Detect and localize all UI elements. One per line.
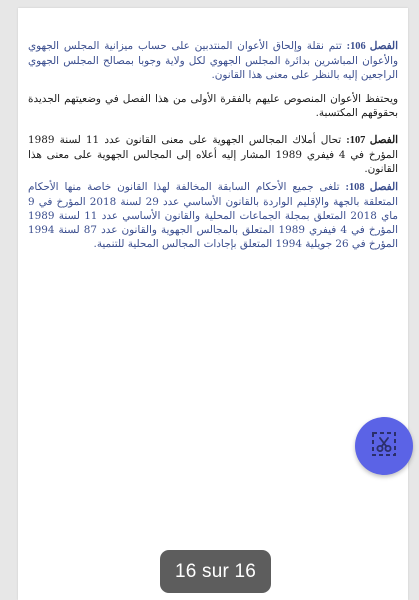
article-106-label: الفصل 106: — [346, 41, 398, 52]
article-106-paragraph-2: ويحتفظ الأعوان المنصوص عليهم بالفقرة الأولى من هذا الفصل في وضعيتهم الجديدة بحقوقهم المكتسبة. — [28, 93, 398, 119]
article-108-text: تلغى جميع الأحكام السابقة المخالفة لهذا القانون خاصة منها الأحكام المتعلقة بالجهة والإقليم الواردة بالقانون الأساسي عدد 29 لسنة 2018 المؤرخ في 9 ماي 2018 المتعلق بمجلة الجماعات المحلية والقانون الأساسي عدد 11 لسنة 1989 المؤرخ في 4 فيفري 1989 المتعلق بالمجالس الجهوية والقانون عدد 87 لسنة 1994 المؤرخ في 26 جويلية 1994 المتعلق بإجادات المجالس المحلية للتنمية. — [28, 181, 398, 250]
crop-tool-button[interactable] — [355, 417, 413, 475]
article-106 — [28, 39, 398, 82]
document-page — [18, 8, 408, 600]
scissors-crop-icon — [370, 430, 398, 462]
article-107 — [28, 133, 398, 176]
article-108 — [28, 180, 398, 251]
article-106-text: تتم نقلة وإلحاق الأعوان المنتدبين على حساب ميزانية المجلس الجهوي والأعوان المباشرين بدائرة المجلس الجهوي لكل ولاية وجوبا بمصالح المجلس الجهوي الراجعين إليه بالنظر على معنى هذا القانون. — [28, 40, 398, 81]
article-108-label: الفصل 108: — [345, 182, 398, 193]
article-107-label: الفصل 107: — [346, 135, 398, 146]
page-indicator: 16 sur 16 — [160, 550, 271, 593]
article-107-text: تحال أملاك المجالس الجهوية على معنى القانون عدد 11 لسنة 1989 المؤرخ في 4 فيفري 1989 المشار إليه أعلاه إلى المجالس الجهوية على معنى هذا القانون. — [28, 134, 398, 175]
